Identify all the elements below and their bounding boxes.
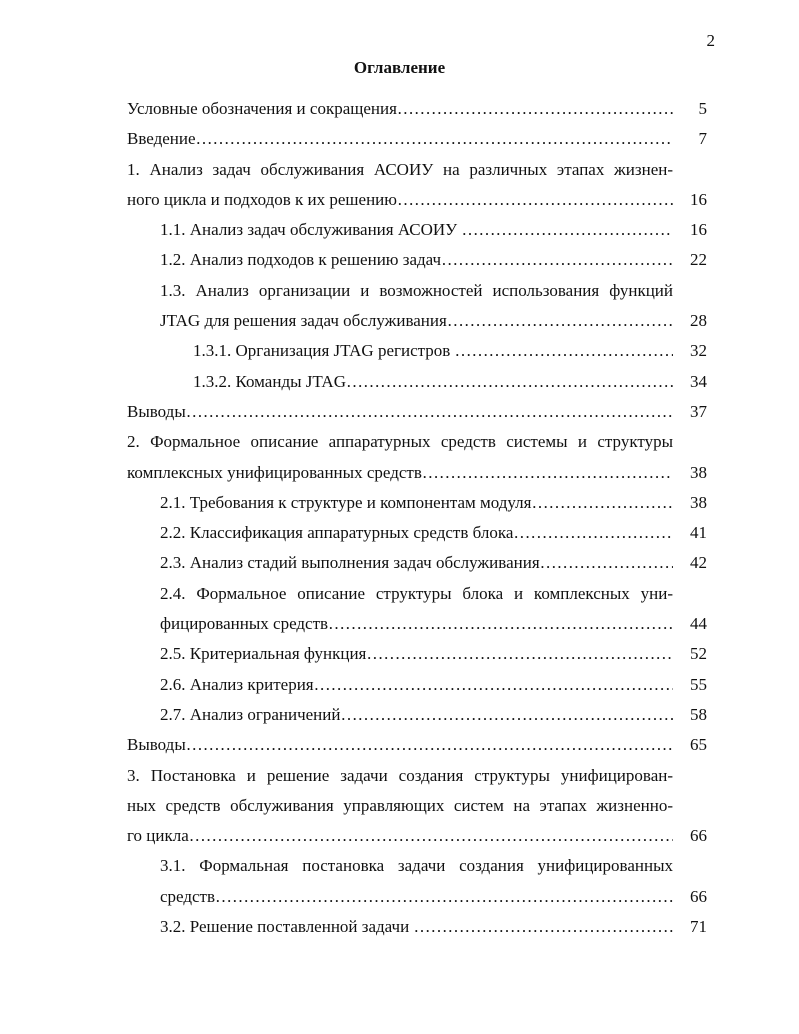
toc-entry-title: фицированных средств ………………………………………………………………………………………………………………………………………………………………………………………………… [160, 609, 673, 639]
toc-entry-last-line [160, 548, 799, 578]
toc-entry-title: Введение ………………………………………………………………………………………………………………………………………………………………………………………………… [127, 124, 673, 154]
toc-page-number: 34 [690, 371, 707, 391]
toc-entry-title: 2.6. Анализ критерия ………………………………………………………………………………………………………………………………………………………………………………………………… [160, 670, 673, 700]
toc-entry-title: 1.3.1. Организация JTAG регистров ………………………………………………………………………………………………………………………………………………………………………………………………… [193, 336, 673, 366]
toc-entry-title: 2.2. Классификация аппаратурных средств блока ………………………………………………………………………………………………………………………………………………………………………………………………… [160, 518, 673, 548]
toc-entry-title: 3.2. Решение поставленной задачи ………………………………………………………………………………………………………………………………………………………………………………………………… [160, 912, 673, 942]
toc-entry[interactable] [0, 124, 799, 154]
toc-entry[interactable] [0, 245, 799, 275]
toc-entry[interactable] [0, 518, 799, 548]
toc-entry-last-line [160, 912, 799, 942]
toc-entry[interactable] [0, 579, 799, 640]
toc-page-number: 44 [690, 614, 707, 634]
toc-entry-last-line [160, 245, 799, 275]
toc-entry-title: 2.7. Анализ ограничений ………………………………………………………………………………………………………………………………………………………………………………………………… [160, 700, 673, 730]
toc-entry-title: Условные обозначения и сокращения ………………………………………………………………………………………………………………………………………………………………………………………………… [127, 94, 673, 124]
toc-entry-title: 2.5. Критериальная функция ………………………………………………………………………………………………………………………………………………………………………………………………… [160, 639, 673, 669]
toc-entry-title: комплексных унифицированных средств ………………………………………………………………………………………………………………………………………………………………………………………………… [127, 458, 673, 488]
toc-entry-last-line [127, 397, 799, 427]
toc-entry-title: 2.3. Анализ стадий выполнения задач обслуживания ………………………………………………………………………………………………………………………………………………………………………………………………… [160, 548, 673, 578]
page-number: 2 [706, 31, 715, 50]
toc-entry[interactable] [0, 427, 799, 488]
toc-entry[interactable] [0, 700, 799, 730]
toc-entry[interactable] [0, 670, 799, 700]
toc-entry-last-line [160, 882, 799, 912]
toc-page-number: 38 [690, 492, 707, 512]
toc-entry[interactable] [0, 367, 799, 397]
toc-entry[interactable] [0, 548, 799, 578]
toc-entry-title: средств ………………………………………………………………………………………………………………………………………………………………………………………………… [160, 882, 673, 912]
toc-entry-title: 2.1. Требования к структуре и компонентам модуля ………………………………………………………………………………………………………………………………………………………………………………………………… [160, 488, 673, 518]
toc-entry[interactable] [0, 730, 799, 760]
toc-entry-last-line [160, 306, 799, 336]
toc-page-number: 66 [690, 886, 707, 906]
page-title: Оглавление [353, 58, 446, 77]
toc-entry-last-line [127, 94, 799, 124]
toc-page-number: 22 [690, 250, 707, 270]
toc-entry-title: 1.3.2. Команды JTAG ………………………………………………………………………………………………………………………………………………………………………………………………… [193, 367, 673, 397]
toc-entry-text-line: 1. Анализ задач обслуживания АСОИУ на различных этапах жизнен- [127, 159, 673, 179]
toc-entry-text-line: 2.4. Формальное описание структуры блока и комплексных уни- [160, 583, 673, 603]
toc-page-number: 55 [690, 674, 707, 694]
toc-entry-last-line [160, 639, 799, 669]
toc-page-number: 66 [690, 826, 707, 846]
toc-entry[interactable] [0, 851, 799, 912]
toc-page-number: 7 [698, 129, 707, 149]
toc-entry-title: ного цикла и подходов к их решению ………………………………………………………………………………………………………………………………………………………………………………………………… [127, 185, 673, 215]
toc-entry[interactable] [0, 336, 799, 366]
toc-entry-title: JTAG для решения задач обслуживания ………………………………………………………………………………………………………………………………………………………………………………………………… [160, 306, 673, 336]
toc-entry-last-line [160, 609, 799, 639]
toc-entry-title: 1.2. Анализ подходов к решению задач ………………………………………………………………………………………………………………………………………………………………………………………………… [160, 245, 673, 275]
toc-entry-title: го цикла ………………………………………………………………………………………………………………………………………………………………………………………………… [127, 821, 673, 851]
toc-page-number: 71 [690, 917, 707, 937]
toc-page-number: 65 [690, 735, 707, 755]
toc-entry-last-line [160, 488, 799, 518]
toc-page-number: 16 [690, 220, 707, 240]
toc-entry[interactable] [0, 488, 799, 518]
toc-entry[interactable] [0, 761, 799, 852]
toc-entry-last-line [160, 518, 799, 548]
toc-entry-text-line: 1.3. Анализ организации и возможностей использования функций [160, 280, 673, 300]
toc-entry-last-line [193, 367, 799, 397]
toc-entry-last-line [127, 458, 799, 488]
toc-page-number: 58 [690, 704, 707, 724]
toc-page-number: 37 [690, 401, 707, 421]
toc-entry-last-line [127, 124, 799, 154]
toc-entry[interactable] [0, 397, 799, 427]
toc-page-number: 38 [690, 462, 707, 482]
toc-page-number: 52 [690, 644, 707, 664]
toc-page-number: 5 [698, 99, 707, 118]
toc-entry-last-line [127, 185, 799, 215]
toc-entry-title: Выводы ………………………………………………………………………………………………………………………………………………………………………………………………… [127, 397, 673, 427]
toc-page-number: 28 [690, 311, 707, 331]
toc-entry-text-line: 2. Формальное описание аппаратурных средств системы и структуры [127, 432, 673, 452]
table-of-contents [0, 94, 799, 942]
toc-entry-last-line [127, 821, 799, 851]
toc-entry-title: 1.1. Анализ задач обслуживания АСОИУ ………………………………………………………………………………………………………………………………………………………………………………………………… [160, 215, 673, 245]
toc-page-number: 41 [690, 523, 707, 543]
toc-entry-last-line [193, 336, 799, 366]
toc-entry-text-line: ных средств обслуживания управляющих систем на этапах жизненно- [127, 795, 673, 815]
toc-entry-last-line [160, 670, 799, 700]
toc-entry-last-line [127, 730, 799, 760]
toc-entry[interactable] [0, 912, 799, 942]
toc-entry-text-line: 3.1. Формальная постановка задачи создания унифицированных [160, 856, 673, 876]
toc-entry-last-line [160, 700, 799, 730]
toc-entry-title: Выводы ………………………………………………………………………………………………………………………………………………………………………………………………… [127, 730, 673, 760]
toc-entry[interactable] [0, 155, 799, 216]
toc-page-number: 16 [690, 189, 707, 209]
toc-entry[interactable] [0, 639, 799, 669]
toc-entry[interactable] [0, 94, 799, 124]
toc-entry-last-line [160, 215, 799, 245]
toc-entry[interactable] [0, 215, 799, 245]
toc-entry-text-line: 3. Постановка и решение задачи создания структуры унифицирован- [127, 765, 673, 785]
toc-page-number: 32 [690, 341, 707, 361]
toc-page-number: 42 [690, 553, 707, 573]
toc-entry[interactable] [0, 276, 799, 337]
